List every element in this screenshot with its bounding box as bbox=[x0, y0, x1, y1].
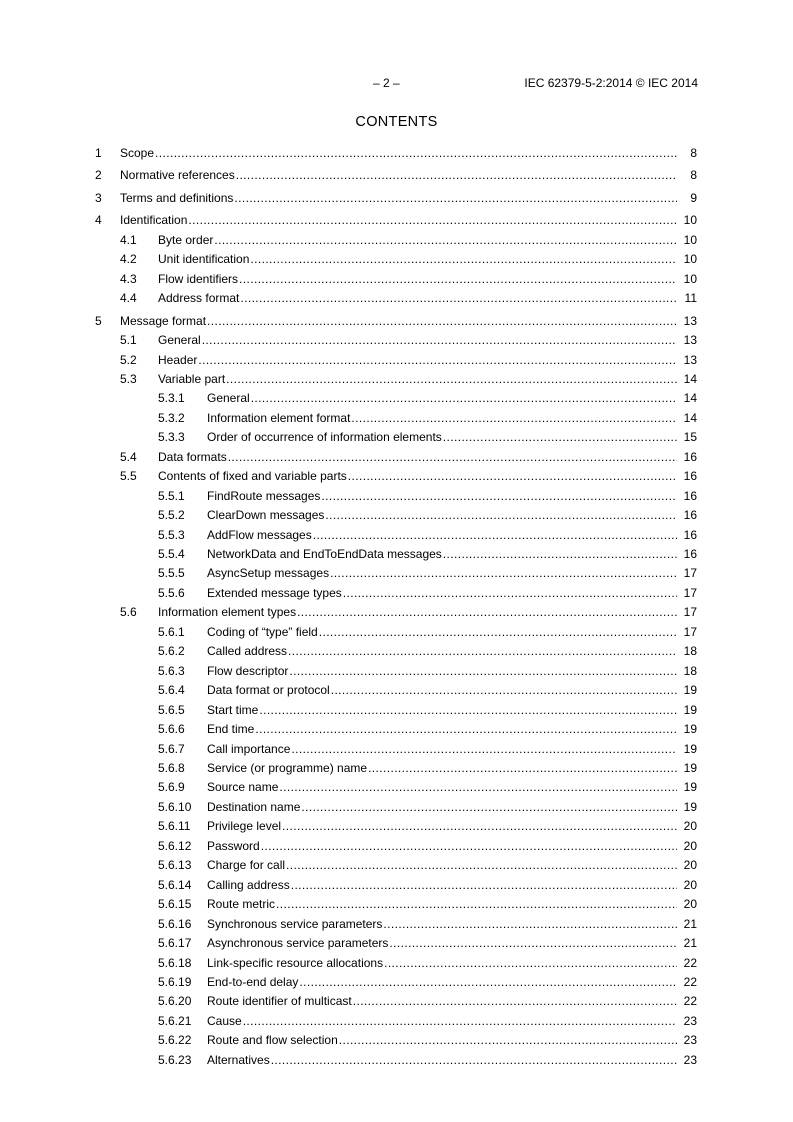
toc-entry[interactable] bbox=[0, 624, 793, 640]
dot-leader bbox=[250, 251, 677, 267]
dot-leader bbox=[255, 721, 677, 737]
toc-entry-page: 19 bbox=[683, 761, 697, 775]
toc-entry-number: 5.5.2 bbox=[158, 508, 185, 523]
dot-leader bbox=[276, 896, 677, 912]
dot-leader bbox=[207, 313, 677, 329]
toc-entry-line bbox=[158, 271, 677, 287]
toc-entry[interactable] bbox=[0, 974, 793, 990]
toc-entry-number: 5.6.20 bbox=[158, 994, 192, 1009]
dot-leader bbox=[443, 429, 677, 445]
toc-entry-page: 23 bbox=[683, 1013, 697, 1028]
toc-entry-page: 19 bbox=[683, 741, 697, 756]
toc-entry-page: 20 bbox=[683, 897, 697, 912]
toc-entry-page: 16 bbox=[683, 488, 697, 503]
dot-leader bbox=[291, 741, 677, 757]
toc-entry-number: 5.5.3 bbox=[158, 527, 185, 542]
dot-leader bbox=[299, 974, 677, 990]
dot-leader bbox=[339, 1032, 677, 1048]
toc-entry-page: 8 bbox=[690, 146, 697, 160]
toc-entry[interactable] bbox=[0, 702, 793, 718]
toc-entry-line bbox=[207, 527, 677, 543]
toc-entry-number: 4.4 bbox=[120, 291, 137, 306]
toc-entry-title: Call importance bbox=[207, 741, 291, 756]
toc-entry-page: 16 bbox=[683, 527, 697, 542]
toc-entry-page: 20 bbox=[683, 819, 697, 834]
toc-entry-line bbox=[207, 818, 677, 834]
toc-entry-number: 5.6.13 bbox=[158, 858, 192, 873]
toc-entry-number: 5.6.15 bbox=[158, 897, 192, 912]
dot-leader bbox=[240, 290, 677, 306]
toc-entry[interactable] bbox=[0, 682, 793, 698]
toc-entry-line bbox=[120, 212, 677, 228]
toc-entry-page: 15 bbox=[683, 430, 697, 445]
toc-entry-page: 18 bbox=[683, 644, 697, 659]
toc-entry-number: 4.1 bbox=[120, 232, 137, 247]
toc-entry-line bbox=[207, 955, 677, 971]
toc-entry-number: 5.6.14 bbox=[158, 877, 192, 892]
toc-entry[interactable] bbox=[0, 1032, 793, 1048]
toc-entry-title: Coding of “type” field bbox=[207, 624, 318, 639]
page-number: – 2 – bbox=[373, 76, 400, 90]
toc-entry-line bbox=[158, 604, 677, 620]
toc-entry-number: 5.6.8 bbox=[158, 761, 185, 775]
toc-entry-title: FindRoute messages bbox=[207, 488, 321, 503]
toc-entry-line bbox=[207, 488, 677, 504]
toc-entry-title: Variable part bbox=[158, 371, 226, 386]
toc-entry-page: 22 bbox=[683, 994, 697, 1009]
toc-entry-page: 10 bbox=[683, 232, 697, 247]
toc-entry[interactable] bbox=[0, 896, 793, 912]
toc-entry-page: 16 bbox=[683, 508, 697, 523]
toc-title: CONTENTS bbox=[355, 114, 438, 130]
toc-entry-page: 21 bbox=[683, 916, 697, 931]
toc-entry-number: 5.6.17 bbox=[158, 936, 192, 950]
toc-entry-number: 5.5.5 bbox=[158, 566, 185, 581]
toc-entry-page: 14 bbox=[683, 410, 697, 425]
toc-entry[interactable] bbox=[0, 955, 793, 971]
toc-entry-page: 16 bbox=[683, 449, 697, 464]
toc-entry-line bbox=[207, 565, 677, 581]
toc-entry-page: 20 bbox=[683, 858, 697, 873]
dot-leader bbox=[243, 1013, 677, 1029]
toc-entry-title: Start time bbox=[207, 702, 259, 717]
toc-entry-title: Calling address bbox=[207, 877, 290, 892]
toc-entry-number: 5.4 bbox=[120, 449, 137, 464]
toc-entry-page: 17 bbox=[683, 566, 697, 581]
toc-entry-title: Normative references bbox=[120, 168, 235, 183]
toc-entry[interactable] bbox=[0, 527, 793, 543]
dot-leader bbox=[325, 507, 677, 523]
toc-entry-line bbox=[207, 721, 677, 737]
toc-entry-page: 23 bbox=[683, 1033, 697, 1048]
toc-entry-line bbox=[158, 290, 677, 306]
toc-entry-page: 19 bbox=[683, 702, 697, 717]
toc-entry-number: 5.6.10 bbox=[158, 799, 192, 814]
toc-entry-number: 5.6.12 bbox=[158, 838, 192, 853]
toc-entry-line bbox=[207, 779, 677, 795]
toc-entry-page: 10 bbox=[683, 213, 697, 228]
toc-entry-number: 1 bbox=[95, 146, 102, 160]
toc-entry[interactable] bbox=[0, 212, 793, 228]
toc-entry[interactable] bbox=[0, 507, 793, 523]
toc-entry-line bbox=[207, 663, 677, 679]
toc-entry-number: 5.2 bbox=[120, 352, 137, 367]
toc-entry-page: 22 bbox=[683, 955, 697, 970]
toc-entry-line bbox=[207, 507, 677, 523]
toc-entry-title: Contents of fixed and variable parts bbox=[158, 469, 347, 484]
toc-entry-page: 13 bbox=[683, 313, 697, 328]
dot-leader bbox=[313, 527, 677, 543]
dot-leader bbox=[291, 877, 677, 893]
toc-entry[interactable] bbox=[0, 352, 793, 368]
toc-entry[interactable] bbox=[0, 663, 793, 679]
dot-leader bbox=[289, 663, 677, 679]
toc-entry-number: 5.3 bbox=[120, 371, 137, 386]
toc-entry-page: 17 bbox=[683, 624, 697, 639]
toc-entry[interactable] bbox=[0, 488, 793, 504]
toc-entry-number: 5.6.22 bbox=[158, 1033, 192, 1048]
dot-leader bbox=[251, 390, 677, 406]
toc-entry[interactable] bbox=[0, 916, 793, 932]
toc-entry-number: 5.6.4 bbox=[158, 683, 185, 698]
toc-entry-title: ClearDown messages bbox=[207, 508, 325, 523]
dot-leader bbox=[226, 371, 677, 387]
dot-leader bbox=[214, 232, 677, 248]
toc-entry-title: Order of occurrence of information elements bbox=[207, 430, 442, 445]
dot-leader bbox=[384, 955, 677, 971]
toc-entry[interactable] bbox=[0, 993, 793, 1009]
toc-entry-page: 11 bbox=[684, 291, 697, 306]
toc-entry-title: Source name bbox=[207, 780, 279, 795]
toc-entry-line bbox=[207, 1052, 677, 1068]
toc-entry[interactable] bbox=[0, 190, 793, 206]
toc-entry[interactable] bbox=[0, 290, 793, 306]
toc-entry-line bbox=[207, 585, 677, 601]
toc-entry-number: 5 bbox=[95, 313, 102, 328]
toc-entry[interactable] bbox=[0, 838, 793, 854]
toc-entry-line bbox=[207, 1013, 677, 1029]
toc-entry-title: Privilege level bbox=[207, 819, 282, 834]
toc-entry-page: 16 bbox=[683, 547, 697, 561]
toc-entry-line bbox=[207, 682, 677, 698]
toc-entry-page: 20 bbox=[683, 838, 697, 853]
toc-entry[interactable] bbox=[0, 935, 793, 951]
toc-entry-number: 5.1 bbox=[120, 333, 137, 347]
toc-entry-line bbox=[207, 993, 677, 1009]
toc-entry-title: Flow identifiers bbox=[158, 271, 239, 286]
toc-entry-page: 22 bbox=[683, 974, 697, 989]
toc-entry[interactable] bbox=[0, 371, 793, 387]
dot-leader bbox=[297, 604, 677, 620]
toc-entry[interactable] bbox=[0, 818, 793, 834]
standard-reference: IEC 62379-5-2:2014 © IEC 2014 bbox=[524, 76, 698, 90]
toc-entry-number: 5.6.2 bbox=[158, 644, 185, 659]
toc-entry-line bbox=[207, 838, 677, 854]
dot-leader bbox=[155, 145, 677, 161]
toc-entry-number: 4.2 bbox=[120, 252, 137, 267]
toc-entry-title: Unit identification bbox=[158, 252, 250, 267]
toc-entry-page: 14 bbox=[683, 391, 697, 406]
toc-entry[interactable] bbox=[0, 390, 793, 406]
toc-entry[interactable] bbox=[0, 410, 793, 426]
toc-entry-page: 14 bbox=[683, 371, 697, 386]
toc-entry-line bbox=[207, 896, 677, 912]
toc-entry-number: 5.6.5 bbox=[158, 702, 185, 717]
toc-entry-line bbox=[207, 429, 677, 445]
dot-leader bbox=[261, 838, 677, 854]
toc-entry-page: 8 bbox=[690, 168, 697, 183]
toc-entry-line bbox=[158, 332, 677, 348]
toc-entry[interactable] bbox=[0, 799, 793, 815]
toc-entry-line bbox=[207, 799, 677, 815]
toc-entry-title: Route and flow selection bbox=[207, 1033, 338, 1048]
dot-leader bbox=[319, 624, 677, 640]
toc-entry-number: 5.6.21 bbox=[158, 1013, 192, 1028]
dot-leader bbox=[443, 546, 677, 562]
toc-entry-title: Flow descriptor bbox=[207, 663, 289, 678]
toc-entry-title: Service (or programme) name bbox=[207, 761, 368, 775]
toc-entry-line bbox=[207, 741, 677, 757]
toc-entry[interactable] bbox=[0, 857, 793, 873]
toc-entry-page: 19 bbox=[683, 780, 697, 795]
toc-entry-page: 23 bbox=[683, 1052, 697, 1067]
dot-leader bbox=[259, 702, 677, 718]
toc-entry-title: General bbox=[207, 391, 250, 406]
toc-entry-line bbox=[158, 232, 677, 248]
toc-entry[interactable] bbox=[0, 232, 793, 248]
toc-entry-title: Alternatives bbox=[207, 1052, 270, 1067]
toc-entry-line bbox=[207, 702, 677, 718]
toc-entry-page: 17 bbox=[683, 585, 697, 600]
toc-entry-number: 5.6.18 bbox=[158, 955, 192, 970]
toc-entry-line bbox=[120, 190, 677, 206]
toc-entry-title: Byte order bbox=[158, 232, 214, 247]
toc-entry-line bbox=[207, 916, 677, 932]
toc-entry[interactable] bbox=[0, 741, 793, 757]
toc-entry-line bbox=[207, 410, 677, 426]
toc-entry-page: 19 bbox=[683, 722, 697, 736]
toc-entry-number: 3 bbox=[95, 190, 102, 205]
dot-leader bbox=[188, 212, 677, 228]
toc-entry-line bbox=[158, 449, 677, 465]
toc-entry[interactable] bbox=[0, 604, 793, 620]
toc-entry[interactable] bbox=[0, 1052, 793, 1068]
dot-leader bbox=[271, 1052, 677, 1068]
dot-leader bbox=[348, 468, 677, 484]
dot-leader bbox=[202, 332, 677, 348]
toc-entry-number: 2 bbox=[95, 168, 102, 183]
toc-entry-page: 17 bbox=[683, 605, 697, 620]
toc-entry-line bbox=[158, 352, 677, 368]
dot-leader bbox=[236, 167, 677, 183]
toc-entry-title: Data format or protocol bbox=[207, 683, 330, 698]
dot-leader bbox=[239, 271, 677, 287]
dot-leader bbox=[321, 488, 677, 504]
toc-entry-title: Link-specific resource allocations bbox=[207, 955, 384, 970]
toc-entry[interactable] bbox=[0, 1013, 793, 1029]
toc-entry-page: 20 bbox=[683, 877, 697, 892]
dot-leader bbox=[286, 857, 677, 873]
toc-entry-line bbox=[120, 313, 677, 329]
toc-entry-title: Called address bbox=[207, 644, 288, 659]
toc-entry-number: 5.6.3 bbox=[158, 663, 185, 678]
toc-entry-number: 5.6.19 bbox=[158, 974, 192, 989]
toc-entry-title: Address format bbox=[158, 291, 240, 306]
toc-entry-number: 4.3 bbox=[120, 271, 137, 286]
toc-entry-number: 5.6.11 bbox=[158, 819, 191, 834]
toc-entry-title: Password bbox=[207, 838, 260, 853]
toc-entry-title: AddFlow messages bbox=[207, 527, 312, 542]
toc-entry-number: 5.3.2 bbox=[158, 410, 185, 425]
toc-entry[interactable] bbox=[0, 271, 793, 287]
toc-entry-line bbox=[158, 251, 677, 267]
dot-leader bbox=[282, 818, 677, 834]
toc-entry[interactable] bbox=[0, 760, 793, 776]
toc-entry[interactable] bbox=[0, 251, 793, 267]
toc-entry-number: 5.6.16 bbox=[158, 916, 192, 931]
toc-entry-page: 10 bbox=[683, 271, 697, 286]
toc-entry-title: End time bbox=[207, 722, 255, 736]
toc-entry-line bbox=[207, 760, 677, 776]
toc-entry[interactable] bbox=[0, 449, 793, 465]
toc-entry-line bbox=[207, 935, 677, 951]
toc-entry-line bbox=[207, 877, 677, 893]
dot-leader bbox=[383, 916, 677, 932]
dot-leader bbox=[389, 935, 677, 951]
toc-entry-page: 13 bbox=[683, 352, 697, 367]
toc-entry-line bbox=[207, 624, 677, 640]
toc-entry-line bbox=[207, 857, 677, 873]
toc-entry-title: Identification bbox=[120, 213, 188, 228]
toc-entry-line bbox=[207, 974, 677, 990]
toc-entry-line bbox=[207, 546, 677, 562]
page-header bbox=[0, 76, 793, 92]
toc-entry-number: 5.6.6 bbox=[158, 722, 185, 736]
dot-leader bbox=[228, 449, 677, 465]
toc-entry[interactable] bbox=[0, 565, 793, 581]
toc-entry-title: Charge for call bbox=[207, 858, 286, 873]
toc-entry-title: Asynchronous service parameters bbox=[207, 936, 389, 950]
toc-entry-number: 5.6 bbox=[120, 605, 137, 620]
toc-entry[interactable] bbox=[0, 546, 793, 562]
toc-entry-title: Destination name bbox=[207, 799, 301, 814]
toc-entry[interactable] bbox=[0, 643, 793, 659]
toc-entry-title: Route metric bbox=[207, 897, 276, 912]
dot-leader bbox=[330, 565, 677, 581]
toc-entry-line bbox=[158, 371, 677, 387]
toc-entry-page: 21 bbox=[683, 936, 697, 950]
dot-leader bbox=[279, 779, 677, 795]
toc-entry-line bbox=[158, 468, 677, 484]
dot-leader bbox=[351, 410, 677, 426]
toc-entry-title: Data formats bbox=[158, 449, 227, 464]
toc-entry-line bbox=[207, 390, 677, 406]
toc-entry-number: 5.3.1 bbox=[158, 391, 185, 406]
toc-entry[interactable] bbox=[0, 429, 793, 445]
toc-entry[interactable] bbox=[0, 779, 793, 795]
dot-leader bbox=[288, 643, 677, 659]
dot-leader bbox=[301, 799, 677, 815]
toc-entry[interactable] bbox=[0, 313, 793, 329]
toc-entry-title: Synchronous service parameters bbox=[207, 916, 383, 931]
toc-entry[interactable] bbox=[0, 332, 793, 348]
toc-entry-title: Terms and definitions bbox=[120, 190, 234, 205]
toc-entry-line bbox=[120, 167, 677, 183]
toc-entry-title: Scope bbox=[120, 146, 155, 160]
toc-entry-title: Route identifier of multicast bbox=[207, 994, 352, 1009]
toc-entry-line bbox=[207, 643, 677, 659]
toc-entry[interactable] bbox=[0, 721, 793, 737]
toc-entry-number: 5.6.9 bbox=[158, 780, 185, 795]
toc-entry-title: Information element format bbox=[207, 410, 351, 425]
toc-entry-title: End-to-end delay bbox=[207, 974, 299, 989]
dot-leader bbox=[343, 585, 677, 601]
toc-entry-page: 19 bbox=[683, 683, 697, 698]
toc-entry-line bbox=[207, 1032, 677, 1048]
toc-entry-number: 5.5.4 bbox=[158, 547, 185, 561]
toc-entry-title: AsyncSetup messages bbox=[207, 566, 330, 581]
dot-leader bbox=[368, 760, 677, 776]
toc-entry[interactable] bbox=[0, 145, 793, 161]
toc-entry-title: Cause bbox=[207, 1013, 242, 1028]
toc-entry-number: 5.5.1 bbox=[158, 488, 185, 503]
toc-entry-number: 5.3.3 bbox=[158, 430, 185, 445]
toc-entry-page: 13 bbox=[683, 333, 697, 347]
toc-entry-number: 5.6.7 bbox=[158, 741, 185, 756]
dot-leader bbox=[353, 993, 677, 1009]
toc-entry-title: Information element types bbox=[158, 605, 297, 620]
toc-entry[interactable] bbox=[0, 585, 793, 601]
toc-entry-title: General bbox=[158, 333, 201, 347]
toc-entry-page: 9 bbox=[690, 190, 697, 205]
dot-leader bbox=[234, 190, 677, 206]
toc-entry-number: 5.6.23 bbox=[158, 1052, 192, 1067]
toc-entry-page: 16 bbox=[683, 469, 697, 484]
toc-entry-page: 19 bbox=[683, 799, 697, 814]
toc-entry-page: 10 bbox=[683, 252, 697, 267]
toc-entry-number: 5.5 bbox=[120, 469, 137, 484]
toc-entry-number: 4 bbox=[95, 213, 102, 228]
dot-leader bbox=[331, 682, 677, 698]
toc-entry-number: 5.6.1 bbox=[158, 624, 185, 639]
toc-entry[interactable] bbox=[0, 468, 793, 484]
dot-leader bbox=[198, 352, 677, 368]
toc-entry-page: 18 bbox=[683, 663, 697, 678]
toc-entry-title: Extended message types bbox=[207, 585, 342, 600]
toc-entry-number: 5.5.6 bbox=[158, 585, 185, 600]
toc-entry-title: Message format bbox=[120, 313, 207, 328]
toc-entry[interactable] bbox=[0, 877, 793, 893]
toc-entry-title: NetworkData and EndToEndData messages bbox=[207, 547, 442, 561]
toc-entry-title: Header bbox=[158, 352, 198, 367]
toc-entry[interactable] bbox=[0, 167, 793, 183]
toc-entry-line bbox=[120, 145, 677, 161]
